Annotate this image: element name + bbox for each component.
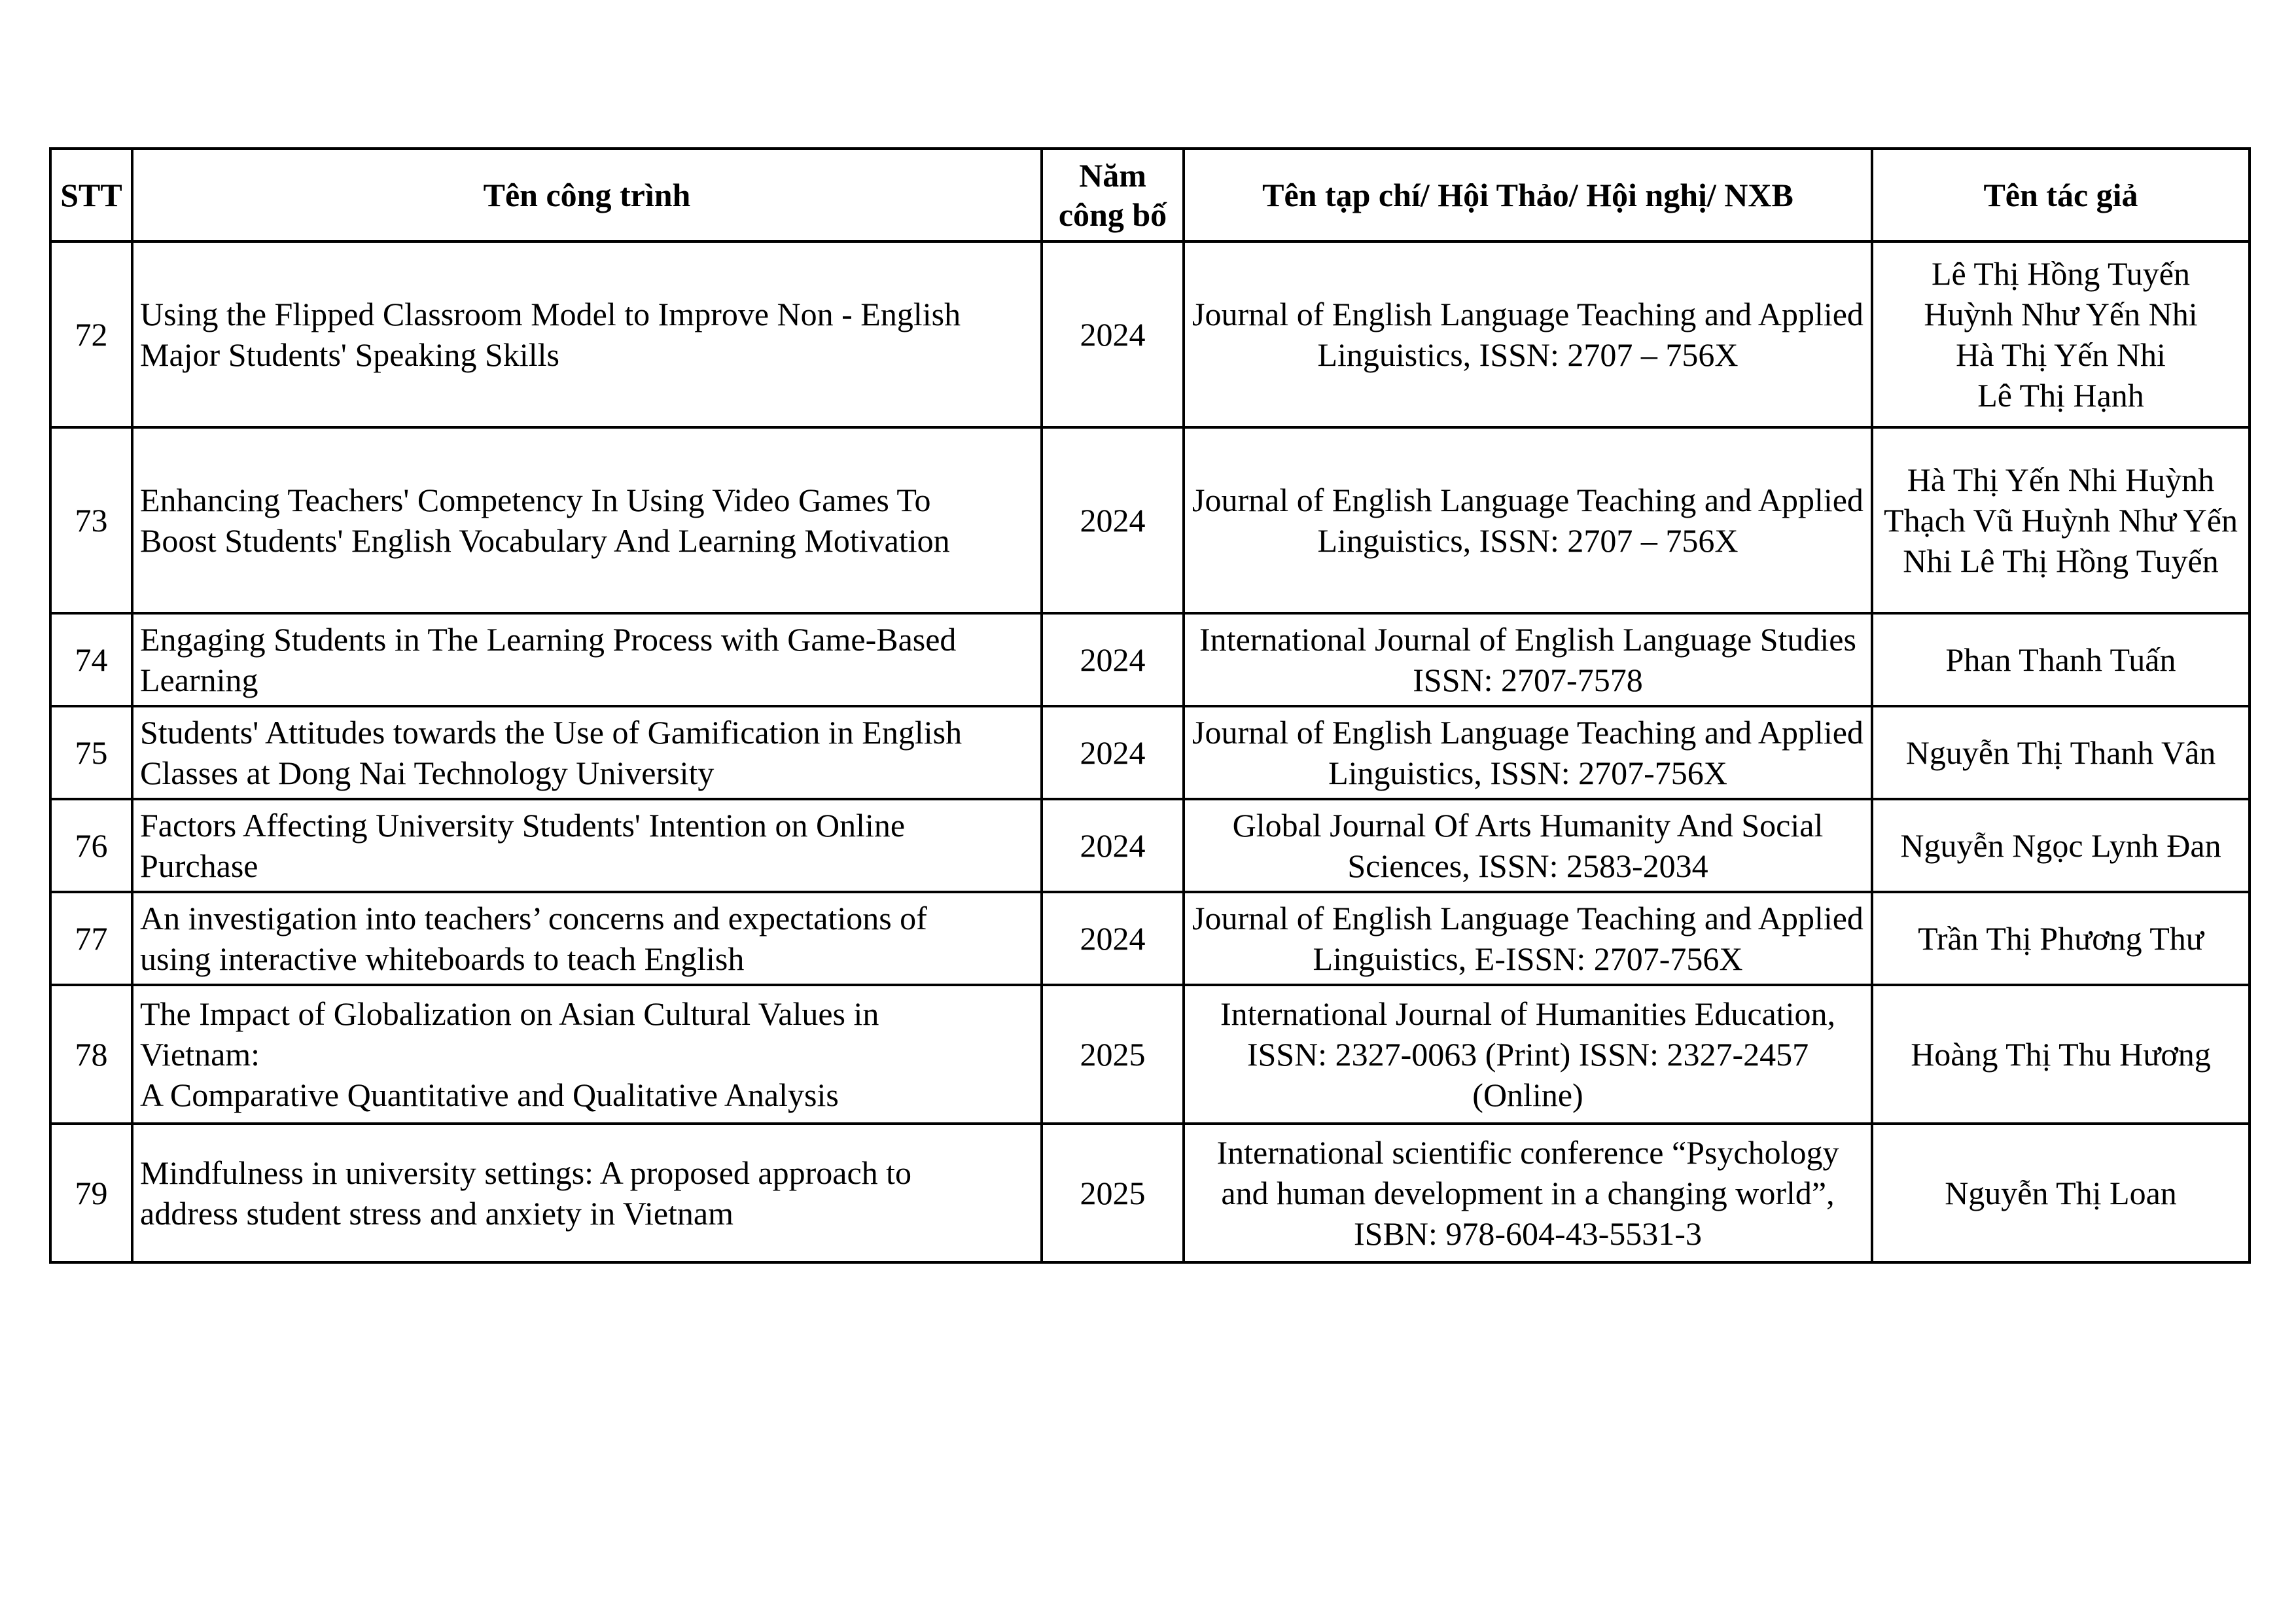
cell-venue: Global Journal Of Arts Humanity And Social Sciences, ISSN: 2583-2034: [1184, 799, 1872, 892]
title-line: Boost Students' English Vocabulary And Learning Motivation: [140, 522, 950, 559]
cell-year: 2025: [1042, 1124, 1184, 1262]
header-year-line1: Năm: [1079, 157, 1146, 194]
cell-title: [132, 613, 1042, 706]
header-title: Tên công trình: [132, 149, 1042, 241]
table-row: [50, 799, 2250, 892]
cell-venue: Journal of English Language Teaching and Applied Linguistics, ISSN: 2707 – 756X: [1184, 427, 1872, 613]
cell-year: 2024: [1042, 427, 1184, 613]
title-line: Factors Affecting University Students' Intention on Online: [140, 807, 906, 844]
cell-title: [132, 985, 1042, 1124]
author-line: Nguyễn Ngọc Lynh Đan: [1900, 827, 2221, 864]
cell-stt: 72: [50, 241, 132, 427]
table-row: [50, 613, 2250, 706]
cell-venue: International Journal of English Language Studies ISSN: 2707-7578: [1184, 613, 1872, 706]
cell-stt: 78: [50, 985, 132, 1124]
cell-stt: 77: [50, 892, 132, 985]
table-row: [50, 241, 2250, 427]
title-line: A Comparative Quantitative and Qualitative Analysis: [140, 1077, 839, 1113]
cell-year: 2024: [1042, 241, 1184, 427]
cell-title: [132, 241, 1042, 427]
cell-stt: 73: [50, 427, 132, 613]
title-line: using interactive whiteboards to teach English: [140, 940, 745, 977]
title-line: address student stress and anxiety in Vietnam: [140, 1195, 734, 1232]
table-row: [50, 985, 2250, 1124]
cell-venue: Journal of English Language Teaching and Applied Linguistics, ISSN: 2707-756X: [1184, 706, 1872, 799]
title-line: Classes at Dong Nai Technology University: [140, 755, 715, 791]
author-line: Huỳnh Như Yến Nhi: [1924, 296, 2198, 332]
author-line: Nguyễn Thị Thanh Vân: [1905, 734, 2216, 771]
cell-stt: 74: [50, 613, 132, 706]
title-line: Vietnam:: [140, 1036, 260, 1073]
cell-authors: [1872, 613, 2250, 706]
header-year: [1042, 149, 1184, 241]
cell-title: [132, 1124, 1042, 1262]
cell-venue: Journal of English Language Teaching and Applied Linguistics, ISSN: 2707 – 756X: [1184, 241, 1872, 427]
cell-title: [132, 427, 1042, 613]
cell-year: 2024: [1042, 706, 1184, 799]
cell-authors: [1872, 1124, 2250, 1262]
table-body: [50, 241, 2250, 1262]
cell-stt: 79: [50, 1124, 132, 1262]
table-row: [50, 427, 2250, 613]
header-year-line2: công bố: [1058, 196, 1167, 233]
cell-venue: International Journal of Humanities Education, ISSN: 2327-0063 (Print) ISSN: 2327-2457 (Online): [1184, 985, 1872, 1124]
author-line: Hoàng Thị Thu Hương: [1911, 1036, 2211, 1073]
author-line: Phan Thanh Tuấn: [1945, 641, 2176, 678]
title-line: Using the Flipped Classroom Model to Improve Non - English: [140, 296, 961, 332]
cell-authors: [1872, 241, 2250, 427]
table-row: [50, 706, 2250, 799]
author-line: Hà Thị Yến Nhi Huỳnh Thạch Vũ Huỳnh Như Yến Nhi Lê Thị Hồng Tuyến: [1884, 461, 2238, 579]
title-line: Enhancing Teachers' Competency In Using Video Games To: [140, 482, 931, 518]
title-line: Learning: [140, 662, 258, 698]
cell-stt: 75: [50, 706, 132, 799]
header-venue: Tên tạp chí/ Hội Thảo/ Hội nghị/ NXB: [1184, 149, 1872, 241]
cell-year: 2025: [1042, 985, 1184, 1124]
publications-table: [49, 147, 2251, 1264]
cell-year: 2024: [1042, 613, 1184, 706]
cell-title: [132, 892, 1042, 985]
cell-title: [132, 706, 1042, 799]
title-line: An investigation into teachers’ concerns and expectations of: [140, 900, 927, 936]
cell-authors: [1872, 427, 2250, 613]
title-line: Mindfulness in university settings: A proposed approach to: [140, 1154, 912, 1191]
title-line: The Impact of Globalization on Asian Cultural Values in: [140, 995, 879, 1032]
cell-authors: [1872, 706, 2250, 799]
table-row: [50, 1124, 2250, 1262]
cell-year: 2024: [1042, 799, 1184, 892]
cell-title: [132, 799, 1042, 892]
header-authors: Tên tác giả: [1872, 149, 2250, 241]
author-line: Lê Thị Hạnh: [1977, 377, 2144, 414]
cell-venue: International scientific conference “Psychology and human development in a changing world”, ISBN: 978-604-43-5531-3: [1184, 1124, 1872, 1262]
cell-authors: [1872, 799, 2250, 892]
header-stt: STT: [50, 149, 132, 241]
title-line: Engaging Students in The Learning Process with Game-Based: [140, 621, 957, 658]
cell-authors: [1872, 892, 2250, 985]
author-line: Trần Thị Phương Thư: [1918, 920, 2204, 957]
cell-stt: 76: [50, 799, 132, 892]
author-line: Hà Thị Yến Nhi: [1956, 336, 2166, 373]
table-header-row: [50, 149, 2250, 241]
cell-authors: [1872, 985, 2250, 1124]
title-line: Purchase: [140, 847, 258, 884]
author-line: Lê Thị Hồng Tuyến: [1932, 255, 2190, 292]
title-line: Students' Attitudes towards the Use of Gamification in English: [140, 714, 963, 751]
cell-venue: Journal of English Language Teaching and Applied Linguistics, E-ISSN: 2707-756X: [1184, 892, 1872, 985]
title-line: Major Students' Speaking Skills: [140, 336, 559, 373]
author-line: Nguyễn Thị Loan: [1945, 1175, 2177, 1211]
table-row: [50, 892, 2250, 985]
cell-year: 2024: [1042, 892, 1184, 985]
